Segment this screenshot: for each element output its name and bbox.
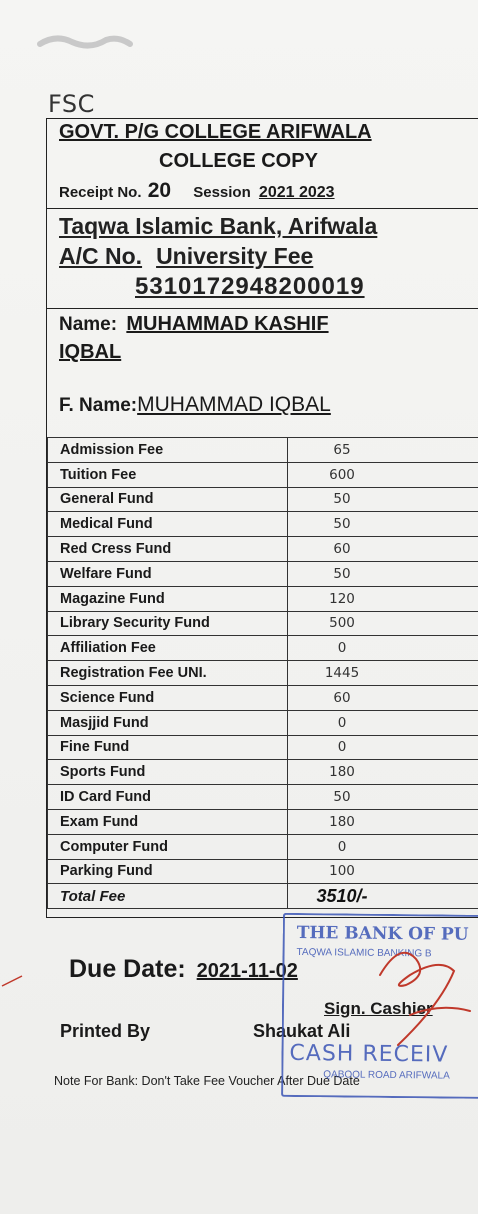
fee-label: Affiliation Fee (48, 636, 288, 661)
fee-row (48, 785, 478, 810)
fee-label: Computer Fund (48, 834, 288, 859)
fee-table-body (48, 438, 478, 884)
fee-label: ID Card Fund (48, 785, 288, 810)
cashier-signature (370, 945, 478, 1055)
fee-label: Parking Fund (48, 859, 288, 884)
fee-row (48, 859, 478, 884)
fee-row (48, 636, 478, 661)
total-row (48, 884, 478, 909)
fee-label: Tuition Fee (48, 462, 288, 487)
total-label: Total Fee (48, 884, 288, 909)
fee-row (48, 611, 478, 636)
smudge-mark (36, 30, 136, 60)
voucher-box (46, 118, 478, 918)
fee-row (48, 512, 478, 537)
due-date-label: Due Date: (69, 955, 186, 983)
stamp-line-2: TAQWA ISLAMIC BANKING B (296, 946, 432, 960)
cashier-sign-label: Sign. Cashier (324, 999, 433, 1018)
stamp-line-3: CASH RECEIV (289, 1040, 449, 1068)
fee-row (48, 586, 478, 611)
fee-amount: 50 (288, 512, 478, 537)
fee-label: Sports Fund (48, 760, 288, 785)
bank-section (47, 209, 478, 309)
fee-amount: 180 (288, 809, 478, 834)
fee-amount: 60 (288, 537, 478, 562)
fee-amount: 1445 (288, 661, 478, 686)
fee-label: Admission Fee (48, 438, 288, 463)
fee-label: Registration Fee UNI. (48, 661, 288, 686)
receipt-label: Receipt No. (59, 184, 142, 201)
total-amount: 3510/- (288, 884, 478, 909)
fee-row (48, 487, 478, 512)
stamp-line-1: THE BANK OF PU (296, 922, 469, 945)
fee-label: General Fund (48, 487, 288, 512)
fee-amount: 600 (288, 462, 478, 487)
fee-row (48, 809, 478, 834)
fee-amount: 0 (288, 735, 478, 760)
father-name-label: F. Name: (59, 395, 138, 416)
fee-amount: 0 (288, 636, 478, 661)
due-date-line (69, 955, 298, 984)
account-label: A/C No. (59, 243, 143, 269)
printed-by-name: Shaukat Ali (253, 1021, 351, 1041)
student-section (47, 309, 478, 437)
fee-row (48, 735, 478, 760)
fee-amount: 0 (288, 834, 478, 859)
fee-label: Fine Fund (48, 735, 288, 760)
fee-amount: 65 (288, 438, 478, 463)
program-label: FSC (48, 90, 95, 118)
name-label: Name: (59, 314, 118, 335)
fee-table (47, 437, 478, 909)
student-name-cont: IQBAL (59, 341, 122, 363)
fee-amount: 60 (288, 685, 478, 710)
fee-row (48, 834, 478, 859)
printed-by-label: Printed By (60, 1021, 151, 1041)
fee-row (48, 685, 478, 710)
fee-amount: 0 (288, 710, 478, 735)
session-label: Session (193, 184, 251, 201)
fee-row (48, 561, 478, 586)
fee-label: Welfare Fund (48, 561, 288, 586)
father-name: MUHAMMAD IQBAL (137, 393, 331, 416)
stamp-line-4: QABOOL ROAD ARIFWALA (323, 1069, 450, 1082)
college-section (47, 119, 478, 209)
fee-amount: 180 (288, 760, 478, 785)
fee-label: Science Fund (48, 685, 288, 710)
account-number: 5310172948200019 (135, 273, 365, 300)
fee-amount: 500 (288, 611, 478, 636)
fee-amount: 50 (288, 487, 478, 512)
fee-row (48, 537, 478, 562)
fee-amount: 50 (288, 561, 478, 586)
bank-name: Taqwa Islamic Bank, Arifwala (59, 213, 378, 239)
fee-amount: 50 (288, 785, 478, 810)
student-name: MUHAMMAD KASHIF (126, 313, 329, 335)
fee-label: Magazine Fund (48, 586, 288, 611)
fee-label: Exam Fund (48, 809, 288, 834)
receipt-number: 20 (147, 179, 172, 202)
fee-row (48, 661, 478, 686)
fee-label: Library Security Fund (48, 611, 288, 636)
fee-row (48, 438, 478, 463)
fee-amount: 100 (288, 859, 478, 884)
fee-label: Medical Fund (48, 512, 288, 537)
fee-row (48, 760, 478, 785)
session-years: 2021 2023 (258, 184, 335, 201)
account-line (59, 243, 313, 270)
fee-label: Red Cress Fund (48, 537, 288, 562)
name-line (59, 313, 329, 336)
fee-label: Masjjid Fund (48, 710, 288, 735)
bank-note: Note For Bank: Don't Take Fee Voucher After Due Date (54, 1074, 360, 1088)
due-date: 2021-11-02 (196, 960, 298, 982)
fee-row (48, 462, 478, 487)
fee-amount: 120 (288, 586, 478, 611)
college-name: GOVT. P/G COLLEGE ARIFWALA (59, 121, 372, 143)
copy-label: COLLEGE COPY (159, 150, 318, 172)
fee-row (48, 710, 478, 735)
account-title: University Fee (156, 243, 314, 269)
receipt-line (59, 179, 335, 203)
father-name-line (59, 393, 331, 417)
red-pen-mark (0, 970, 30, 990)
